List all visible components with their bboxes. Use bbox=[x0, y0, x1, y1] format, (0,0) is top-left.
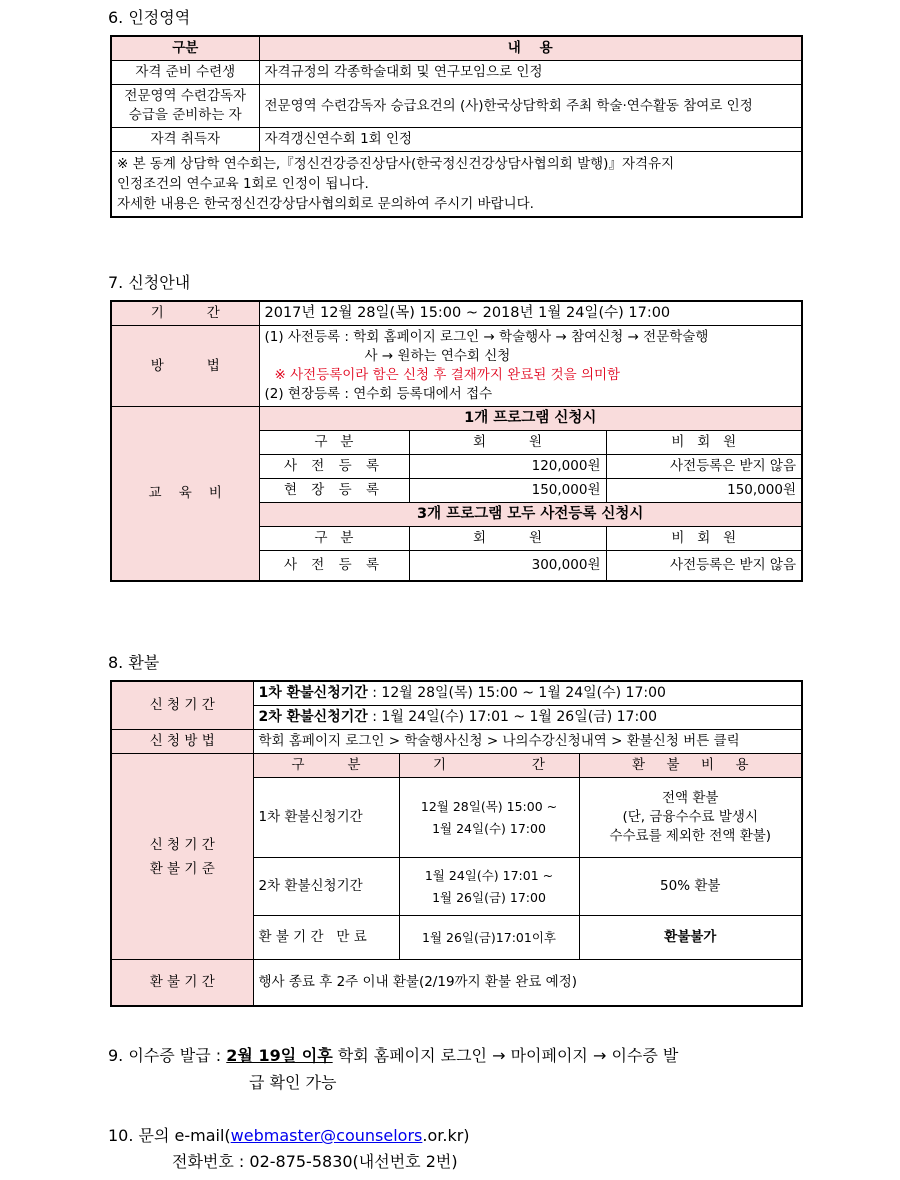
table-row bbox=[111, 960, 802, 1006]
member-fee: 300,000원 bbox=[409, 551, 606, 581]
row-value: 전문영역 수련감독자 승급요건의 (사)한국상담학회 주최 학술·연수활동 참여로 인정 bbox=[259, 85, 802, 128]
refund-period-label: 신 청 기 간 bbox=[111, 681, 253, 730]
row-key: 사 전 등 록 bbox=[259, 551, 409, 581]
row-key: 현 장 등 록 bbox=[259, 479, 409, 503]
certification-note: ※ 본 동계 상담학 연수회는,『정신건강증진상담사(한국정신건강상담사협의회 발행)』자격유지 인정조건의 연수교육 1회로 인정이 됩니다. 자세한 내용은 한국정신건강상담사협의회로 문의하여 주시기 바랍니다. bbox=[111, 152, 802, 218]
refund-period-1: 1차 환불신청기간 : 12월 28일(목) 15:00 ~ 1월 24일(수) 17:00 bbox=[253, 681, 802, 706]
section-8-title: 8. 환불 bbox=[108, 653, 160, 672]
row-key: 자격 준비 수련생 bbox=[111, 61, 259, 85]
nonmember-fee: 사전등록은 받지 않음 bbox=[606, 551, 802, 581]
application-table bbox=[110, 300, 803, 582]
table-row bbox=[111, 730, 802, 754]
row-fee: 환불불가 bbox=[579, 916, 802, 960]
nonmember-fee: 150,000원 bbox=[606, 479, 802, 503]
table-row bbox=[111, 301, 802, 326]
row-period: 1월 26일(금)17:01이후 bbox=[399, 916, 579, 960]
row-key: 환 불 기 간 만 료 bbox=[253, 916, 399, 960]
program3-title: 3개 프로그램 모두 사전등록 신청시 bbox=[259, 503, 802, 527]
section-6-title: 6. 인정영역 bbox=[108, 8, 191, 27]
section-10-contact: 10. 문의 e-mail(webmaster@counselors.or.kr) bbox=[108, 1126, 470, 1145]
nonmember-fee: 사전등록은 받지 않음 bbox=[606, 455, 802, 479]
table-row bbox=[111, 407, 802, 431]
col-period: 기 간 bbox=[399, 754, 579, 778]
table-header-row bbox=[111, 36, 802, 61]
table-row bbox=[111, 681, 802, 706]
fee-label: 교 육 비 bbox=[111, 407, 259, 581]
method-value: (1) 사전등록 : 학회 홈페이지 로그인 → 학술행사 → 참여신청 → 전문학술행 사 → 원하는 연수회 신청 ※ 사전등록이라 함은 신청 후 결재까지 완료된 것을 의미함 (2) 현장등록 : 연수회 등록대에서 접수 bbox=[259, 326, 802, 407]
refund-time-label: 환 불 기 간 bbox=[111, 960, 253, 1006]
row-key: 2차 환불신청기간 bbox=[253, 858, 399, 916]
method-note: ※ 사전등록이라 함은 신청 후 결재까지 완료된 것을 의미함 bbox=[274, 367, 621, 383]
member-fee: 120,000원 bbox=[409, 455, 606, 479]
refund-criteria-label: 신 청 기 간 환 불 기 준 bbox=[111, 754, 253, 960]
col-fee: 환 불 비 용 bbox=[579, 754, 802, 778]
table-row bbox=[111, 754, 802, 778]
col-nonmember: 비 회 원 bbox=[606, 431, 802, 455]
table-row bbox=[111, 61, 802, 85]
row-fee: 50% 환불 bbox=[579, 858, 802, 916]
email-link[interactable]: webmaster@counselors bbox=[230, 1126, 423, 1145]
col-nonmember: 비 회 원 bbox=[606, 527, 802, 551]
refund-method-label: 신 청 방 법 bbox=[111, 730, 253, 754]
refund-method-value: 학회 홈페이지 로그인 > 학술행사신청 > 나의수강신청내역 > 환불신청 버튼 클릭 bbox=[253, 730, 802, 754]
note-row bbox=[111, 152, 802, 218]
refund-time-value: 행사 종료 후 2주 이내 환불(2/19까지 환불 완료 예정) bbox=[253, 960, 802, 1006]
method-label: 방 법 bbox=[111, 326, 259, 407]
col-category: 구 분 bbox=[259, 431, 409, 455]
table-row bbox=[111, 326, 802, 407]
row-key: 자격 취득자 bbox=[111, 128, 259, 152]
col-category: 구 분 bbox=[259, 527, 409, 551]
col-member: 회 원 bbox=[409, 527, 606, 551]
row-value: 자격규정의 각종학술대회 및 연구모임으로 인정 bbox=[259, 61, 802, 85]
program1-title: 1개 프로그램 신청시 bbox=[259, 407, 802, 431]
row-value: 자격갱신연수회 1회 인정 bbox=[259, 128, 802, 152]
table-row bbox=[111, 128, 802, 152]
period-label: 기 간 bbox=[111, 301, 259, 326]
row-fee: 전액 환불 (단, 금융수수료 발생시 수수료를 제외한 전액 환불) bbox=[579, 778, 802, 858]
row-key: 전문영역 수련감독자 승급을 준비하는 자 bbox=[111, 85, 259, 128]
refund-period-2: 2차 환불신청기간 : 1월 24일(수) 17:01 ~ 1월 26일(금) 17:00 bbox=[253, 706, 802, 730]
section-7-title: 7. 신청안내 bbox=[108, 273, 191, 292]
period-value: 2017년 12월 28일(목) 15:00 ~ 2018년 1월 24일(수) 17:00 bbox=[259, 301, 802, 326]
contact-phone: 전화번호 : 02-875-5830(내선번호 2번) bbox=[172, 1152, 458, 1171]
certificate-date: 2월 19일 이후 bbox=[226, 1046, 333, 1065]
table-row bbox=[111, 85, 802, 128]
row-key: 1차 환불신청기간 bbox=[253, 778, 399, 858]
section-9-line1: 9. 이수증 발급 : 2월 19일 이후 학회 홈페이지 로그인 → 마이페이지 → 이수증 발 bbox=[108, 1046, 679, 1065]
header-content: 내 용 bbox=[259, 36, 802, 61]
refund-table bbox=[110, 680, 803, 1007]
row-key: 사 전 등 록 bbox=[259, 455, 409, 479]
col-category: 구 분 bbox=[253, 754, 399, 778]
section-9-line2: 급 확인 가능 bbox=[249, 1073, 337, 1092]
header-category: 구분 bbox=[111, 36, 259, 61]
row-period: 12월 28일(목) 15:00 ~ 1월 24일(수) 17:00 bbox=[399, 778, 579, 858]
col-member: 회 원 bbox=[409, 431, 606, 455]
recognition-table bbox=[110, 35, 803, 218]
row-period: 1월 24일(수) 17:01 ~ 1월 26일(금) 17:00 bbox=[399, 858, 579, 916]
member-fee: 150,000원 bbox=[409, 479, 606, 503]
